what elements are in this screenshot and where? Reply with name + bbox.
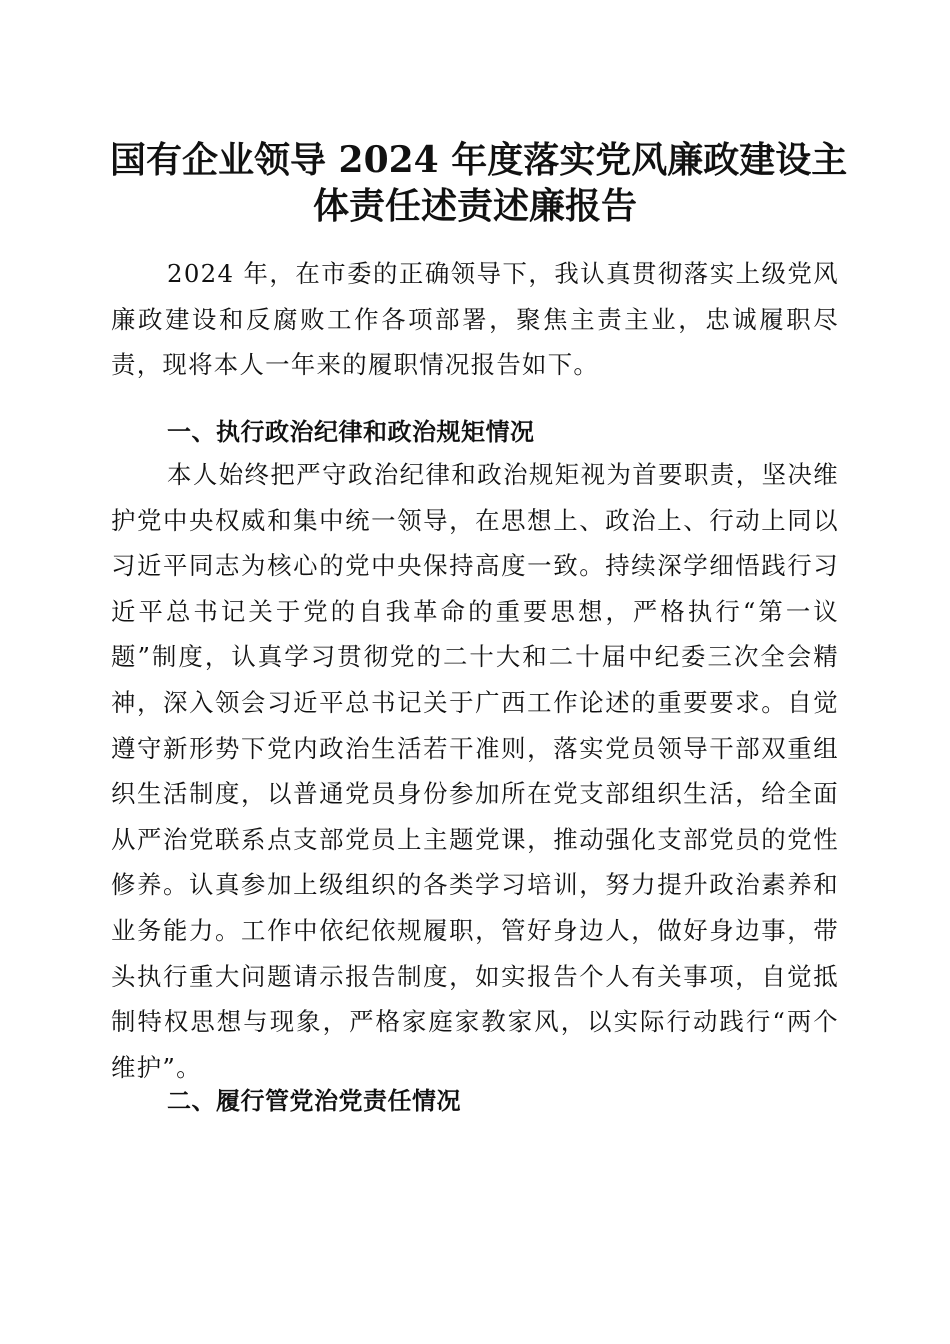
intro-paragraph: 2024 年，在市委的正确领导下，我认真贯彻落实上级党风廉政建设和反腐败工作各项部署，聚焦主责主业，忠诚履职尽责，现将本人一年来的履职情况报告如下。 [111, 259, 839, 380]
document-title-line-1: 国有企业领导 2024 年度落实党风廉政建设主 [110, 139, 848, 181]
document-title-line-2: 体责任述责述廉报告 [312, 185, 637, 227]
section-2-heading: 二、履行管党治党责任情况 [167, 1087, 461, 1115]
section-1-paragraph: 本人始终把严守政治纪律和政治规矩视为首要职责，坚决维护党中央权威和集中统一领导，在思想上、政治上、行动上同以习近平同志为核心的党中央保持高度一致。持续深学细悟践行习近平总书记关于党的自我革命的重要思想，严格执行“第一议题”制度，认真学习贯彻党的二十大和二十届中纪委三次全会精神，深入领会习近平总书记关于广西工作论述的重要要求。自觉遵守新形势下党内政治生活若干准则，落实党员领导干部双重组织生活制度，以普通党员身份参加所在党支部组织生活，给全面从严治党联系点支部党员上主题党课，推动强化支部党员的党性修养。认真参加上级组织的各类学习培训，努力提升政治素养和业务能力。工作中依纪依规履职，管好身边人，做好身边事，带头执行重大问题请示报告制度，如实报告个人有关事项，自觉抵制特权思想与现象，严格家庭家教家风，以实际行动践行“两个维护”。 [111, 460, 839, 1082]
section-1-heading: 一、执行政治纪律和政治规矩情况 [167, 418, 535, 446]
